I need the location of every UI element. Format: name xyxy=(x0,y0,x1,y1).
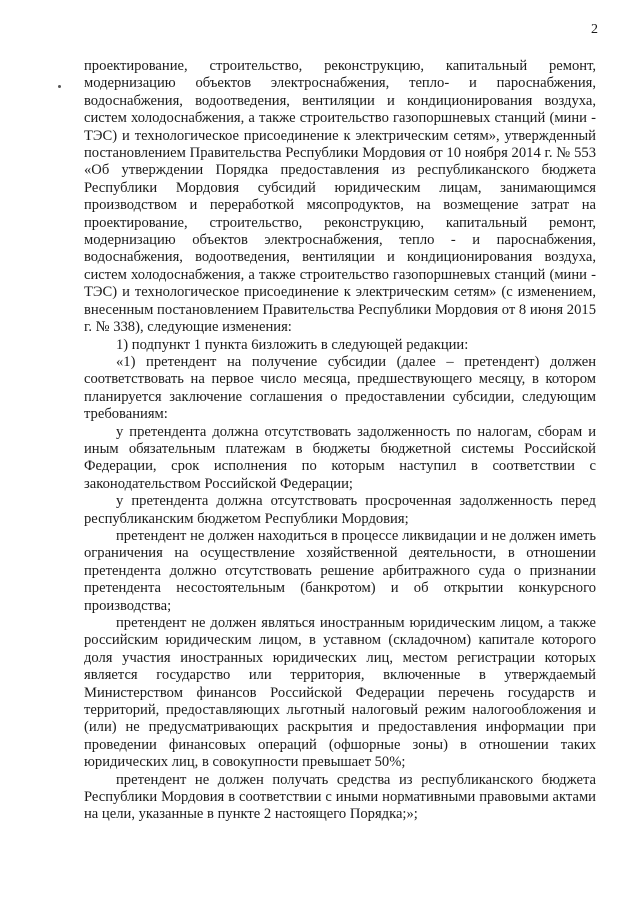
paragraph-requirement-intro: «1) претендент на получение субсидии (далее – претендент) должен соответствовать на первое число месяца, предшествующего месяцу, в котором планируется заключение соглашения о предоставлении субсидии, следующим требованиям: xyxy=(84,353,596,423)
paragraph-requirement-other-funds: претендент не должен получать средства из республиканского бюджета Республики Мордовия в соответствии с иными нормативными правовыми актами на цели, указанные в пункте 2 настоящего Порядка;»; xyxy=(84,771,596,823)
page-number: 2 xyxy=(591,22,598,37)
paragraph-requirement-liquidation: претендент не должен находиться в процессе ликвидации и не должен иметь ограничения на осуществление хозяйственной деятельности, в отношении претендента должно отсутствовать решение арбитражного суда о признании претендента несостоятельным (банкротом) и об открытии конкурсного производства; xyxy=(84,527,596,614)
paragraph-requirement-taxes: у претендента должна отсутствовать задолженность по налогам, сборам и иным обязательным платежам в бюджеты бюджетной системы Российской Федерации, срок исполнения по которым наступил в соответствии с законодательством Российской Федерации; xyxy=(84,423,596,492)
scan-artifact-dot xyxy=(58,85,61,88)
document-body xyxy=(84,58,596,824)
paragraph-amendment-item: 1) подпункт 1 пункта 6изложить в следующей редакции: xyxy=(116,336,469,353)
paragraph-requirement-foreign: претендент не должен являться иностранным юридическим лицом, а также российским юридическим лицом, в уставном (складочном) капитале которого доля участия иностранных юридических лиц, местом регистрации которых является государство или территория, включенные в утверждаемый Министерством финансов Российской Федерации перечень государств и территорий, предоставляющих льготный налоговый режим налогообложения и (или) не предусматривающих раскрытия и предоставления информации при проведении финансовых операций (офшорные зоны) в отношении таких юридических лиц, в совокупности превышает 50%; xyxy=(84,615,596,771)
paragraph-requirement-debt: у претендента должна отсутствовать просроченная задолженность перед республиканским бюджетом Республики Мордовия; xyxy=(84,493,596,527)
paragraph-continuation: проектирование, строительство, реконструкцию, капитальный ремонт, модернизацию объектов электроснабжения, тепло- и пароснабжения, водоснабжения, водоотведения, вентиляции и кондиционирования воздуха, систем холодоснабжения, а также строительство газопоршневых станций (мини - ТЭС) и технологическое присоединение к электрическим сетям», утвержденный постановлением Правительства Республики Мордовия от 10 ноября 2014 г. № 553 «Об утверждении Порядка предоставления из республиканского бюджета Республики Мордовия субсидий юридическим лицам, занимающимся производством и переработкой мясопродуктов, на возмещение затрат на проектирование, строительство, реконструкцию, капитальный ремонт, модернизацию объектов электроснабжения, тепло - и пароснабжения, водоснабжения, водоотведения, вентиляции и кондиционирования воздуха, систем холодоснабжения, а также строительство газопоршневых станций (мини - ТЭС) и технологическое присоединение к электрическим сетям» (с изменением, внесенным постановлением Правительства Республики Мордовия от 8 июня 2015 г. № 338), следующие изменения: xyxy=(84,58,596,336)
